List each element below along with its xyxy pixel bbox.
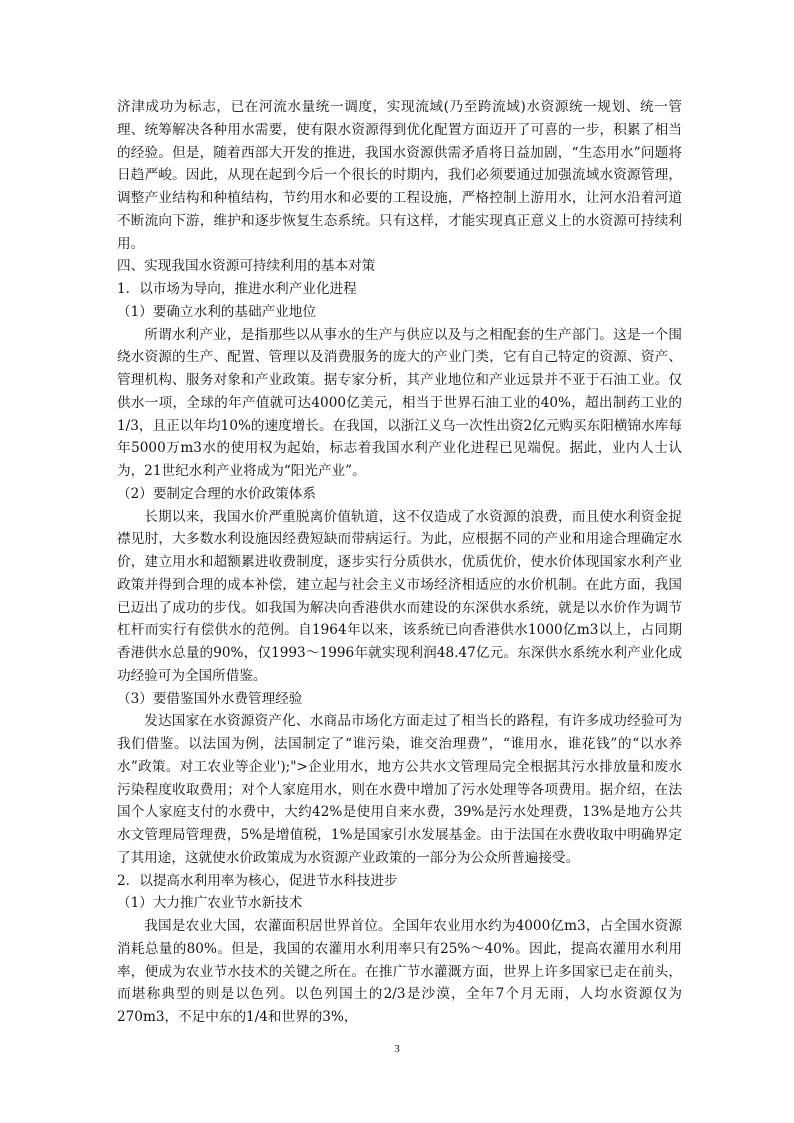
paragraph-agriculture-water: 我国是农业大国，农灌面积居世界首位。全国年农业用水约为4000亿m3，占全国水资源消耗总量的80%。但是，我国的农灌用水利用率只有25%～40%。因此，提高农灌用水利用率，便成为农业节水技术的关键之所在。在推广节水灌溉方面，世界上许多国家已走在前头，而堪称典型的则是以色列。以色列国土的2/3是沙漠，全年7个月无雨，人均水资源仅为270m3，不足中东的1/4和世界的3%， — [117, 918, 682, 1025]
section-heading-4: 四、实现我国水资源可持续利用的基本对策 — [117, 258, 376, 275]
item-heading-1-2: （2）要制定合理的水价政策体系 — [117, 485, 316, 502]
item-heading-2-1: （1）大力推广农业节水新技术 — [117, 895, 303, 912]
paragraph-foreign-experience: 发达国家在水资源资产化、水商品市场化方面走过了相当长的路程，有许多成功经验可为我们借鉴。以法国为例，法国制定了“谁污染，谁交治理费”，“谁用水，谁花钱”的“以水养水”政策。对工农业等企业');">企业用水，地方公共水文管理局完全根据其污水排放量和废水污染程度收取费用；对个人家庭用水，则在水费中增加了污水处理等各项费用。据介绍，在法国个人家庭支付的水费中，大约42%是使用自来水费，39%是污水处理费，13%是地方公共水文管理局管理费，5%是增值税，1%是国家引水发展基金。由于法国在水费收取中明确界定了其用途，这就使水价政策成为水资源产业政策的一部分为公众所普遍接受。 — [117, 713, 682, 866]
paragraph-water-price: 长期以来，我国水价严重脱离价值轨道，这不仅造成了水资源的浪费，而且使水利资金捉襟见肘，大多数水利设施因经费短缺而带病运行。为此，应根据不同的产业和用途合理确定水价，建立用水和超额累进收费制度，逐步实行分质供水，优质优价，使水价体现国家水利产业政策并得到合理的成本补偿，建立起与社会主义市场经济相适应的水价机制。在此方面，我国已迈出了成功的步伐。如我国为解决向香港供水而建设的东深供水系统，就是以水价作为调节杠杆而实行有偿供水的范例。自1964年以来，该系统已向香港供水1000亿m3以上，占同期香港供水总量的90%，仅1993～1996年就实现利润48.47亿元。东深供水系统水利产业化成功经验可为全国所借鉴。 — [117, 508, 682, 684]
page-number: 3 — [394, 1043, 400, 1055]
subsection-heading-2: 2．以提高水利用率为核心，促进节水科技进步 — [117, 872, 398, 889]
item-heading-1-1: （1）要确立水利的基础产业地位 — [117, 303, 316, 320]
item-heading-1-3: （3）要借鉴国外水费管理经验 — [117, 690, 303, 707]
subsection-heading-1: 1．以市场为导向，推进水利产业化进程 — [117, 281, 357, 297]
paragraph-water-industry: 所谓水利产业，是指那些以从事水的生产与供应以及与之相配套的生产部门。这是一个围绕水资源的生产、配置、管理以及消费服务的庞大的产业门类，它有自己特定的资源、资产、管理机构、服务对象和产业政策。据专家分析，其产业地位和产业远景并不亚于石油工业。仅供水一项，全球的年产值就可达4000亿美元，相当于世界石油工业的40%，超出制药工业的1/3，且正以年均10%的速度增长。在我国，以浙江义乌一次性出资2亿元购买东阳横锦水库每年5000万m3水的使用权为起始，标志着我国水利产业化进程已见端倪。据此，业内人士认为，21世纪水利产业将成为“阳光产业”。 — [117, 326, 682, 479]
body-text — [117, 96, 682, 1029]
paragraph-continued: 济津成功为标志，已在河流水量统一调度，实现流域(乃至跨流域)水资源统一规划、统一管理、统筹解决各种用水需要，使有限水资源得到优化配置方面迈开了可喜的一步，积累了相当的经验。但是，随着西部大开发的推进，我国水资源供需矛盾将日益加剧，“生态用水”问题将日趋严峻。因此，从现在起到今后一个很长的时期内，我们必须要通过加强流域水资源管理，调整产业结构和种植结构，节约用水和必要的工程设施，严格控制上游用水，让河水沿着河道不断流向下游，维护和逐步恢复生态系统。只有这样，才能实现真正意义上的水资源可持续利用。 — [117, 99, 682, 252]
